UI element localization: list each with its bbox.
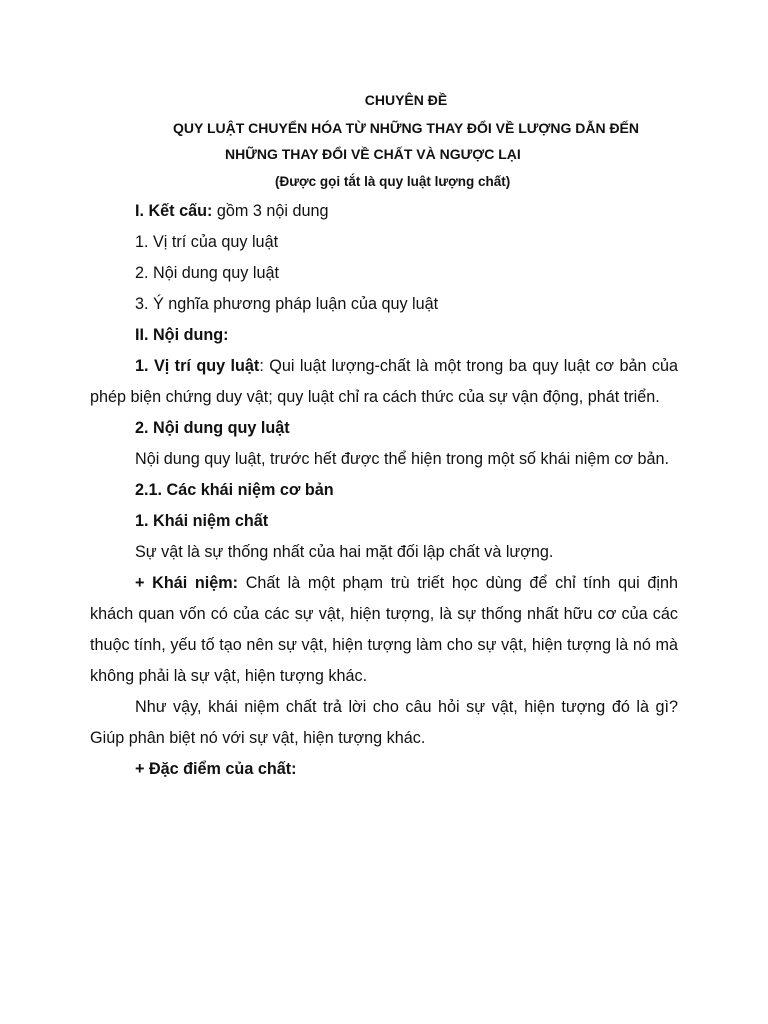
document-body [90,196,678,785]
definition-label: + Khái niệm: [135,574,239,592]
law-content-heading: 2. Nội dung quy luật [135,419,290,437]
list-item: 3. Ý nghĩa phương pháp luận của quy luật [135,295,439,313]
summary-paragraph: Như vậy, khái niệm chất trả lời cho câu hỏi sự vật, hiện tượng đó là gì? Giúp phân biệt nó với sự vật, hiện tượng khác. [90,698,678,747]
features-heading: + Đặc điểm của chất: [135,760,297,778]
list-item: 2. Nội dung quy luật [135,264,279,282]
list-item: 1. Vị trí của quy luật [135,233,279,251]
definition-paragraph [90,568,678,692]
title-subtitle: (Được gọi tắt là quy luật lượng chất) [275,174,511,189]
title-main-line-2: NHỮNG THAY ĐỔI VỀ CHẤT VÀ NGƯỢC LẠI [225,146,521,162]
structure-heading: I. Kết cấu: [135,202,213,220]
structure-heading-rest: gồm 3 nội dung [212,202,329,220]
quality-intro-text: Sự vật là sự thống nhất của hai mặt đối lập chất và lượng. [135,543,554,561]
title-main-line-1: QUY LUẬT CHUYỂN HÓA TỪ NHỮNG THAY ĐỔI VỀ LƯỢNG DẪN ĐẾN [172,120,640,136]
basic-concepts-heading: 2.1. Các khái niệm cơ bản [135,481,334,499]
structure-paragraph [90,196,678,227]
definition-text: Chất là một phạm trù triết học dùng để chỉ tính qui định khách quan vốn có của các sự vật, hiện tượng, là sự thống nhất hữu cơ của các thuộc tính, yếu tố tạo nên sự vật, hiện tượng làm cho sự vật, hiện tượng là nó mà không phải là sự vật, hiện tượng khác. [90,574,678,685]
quality-concept-heading: 1. Khái niệm chất [135,512,269,530]
position-paragraph [90,351,678,413]
position-text: : Qui luật lượng-chất là một trong ba quy luật cơ bản của phép biện chứng duy vật; quy luật chỉ ra cách thức của sự vận động, phát triển. [90,357,679,406]
law-content-text: Nội dung quy luật, trước hết được thể hiện trong một số khái niệm cơ bản. [135,450,670,468]
content-heading: II. Nội dung: [135,326,229,344]
title-topic-label: CHUYÊN ĐỀ [364,92,448,108]
position-label: 1. Vị trí quy luật [135,357,260,375]
